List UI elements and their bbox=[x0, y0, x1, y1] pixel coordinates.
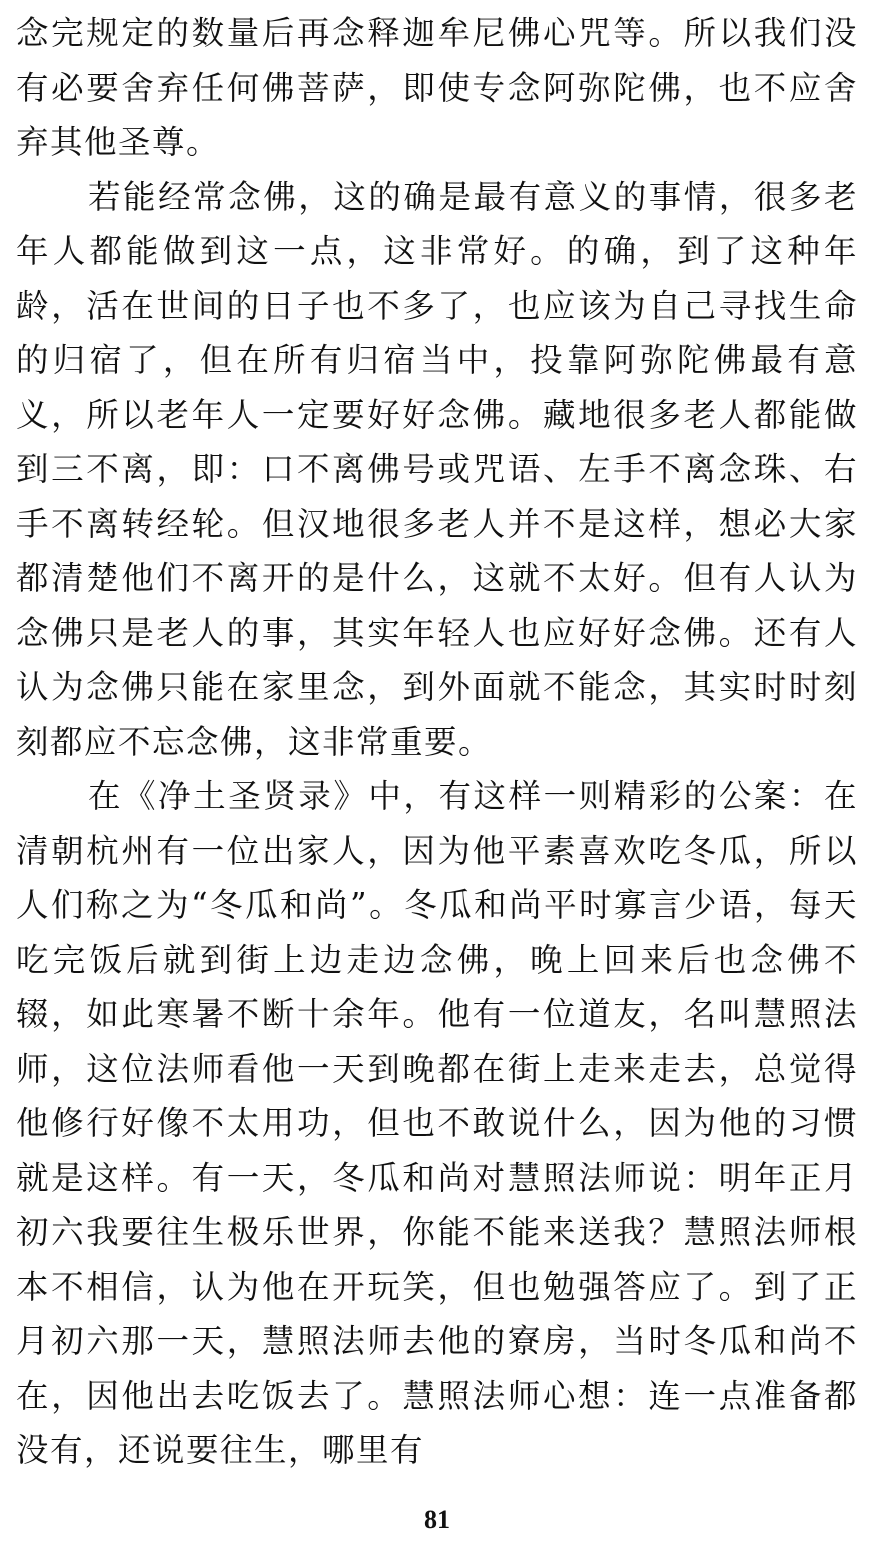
paragraph-2: 若能经常念佛，这的确是最有意义的事情，很多老年人都能做到这一点，这非常好。的确，到了这种年龄，活在世间的日子也不多了，也应该为自己寻找生命的归宿了，但在所有归宿当中，投靠阿弥陀佛最有意义，所以老年人一定要好好念佛。藏地很多老人都能做到三不离，即：口不离佛号或咒语、左手不离念珠、右手不离转经轮。但汉地很多老人并不是这样，想必大家都清楚他们不离开的是什么，这就不太好。但有人认为念佛只是老人的事，其实年轻人也应好好念佛。还有人认为念佛只能在家里念，到外面就不能念，其实时时刻刻都应不忘念佛，这非常重要。 bbox=[16, 177, 858, 761]
body-text bbox=[16, 6, 858, 1478]
page-number: 81 bbox=[424, 1505, 450, 1534]
paragraph-1: 念完规定的数量后再念释迦牟尼佛心咒等。所以我们没有必要舍弃任何佛菩萨，即使专念阿弥陀佛，也不应舍弃其他圣尊。 bbox=[16, 14, 858, 161]
paragraph-3: 在《净土圣贤录》中，有这样一则精彩的公案：在清朝杭州有一位出家人，因为他平素喜欢吃冬瓜，所以人们称之为“冬瓜和尚”。冬瓜和尚平时寡言少语，每天吃完饭后就到街上边走边念佛，晚上回来后也念佛不辍，如此寒暑不断十余年。他有一位道友，名叫慧照法师，这位法师看他一天到晚都在街上走来走去，总觉得他修行好像不太用功，但也不敢说什么，因为他的习惯就是这样。有一天，冬瓜和尚对慧照法师说：明年正月初六我要往生极乐世界，你能不能来送我？慧照法师根本不相信，认为他在开玩笑，但也勉强答应了。到了正月初六那一天，慧照法师去他的寮房，当时冬瓜和尚不在，因他出去吃饭去了。慧照法师心想：连一点准备都没有，还说要往生，哪里有 bbox=[16, 777, 858, 1469]
